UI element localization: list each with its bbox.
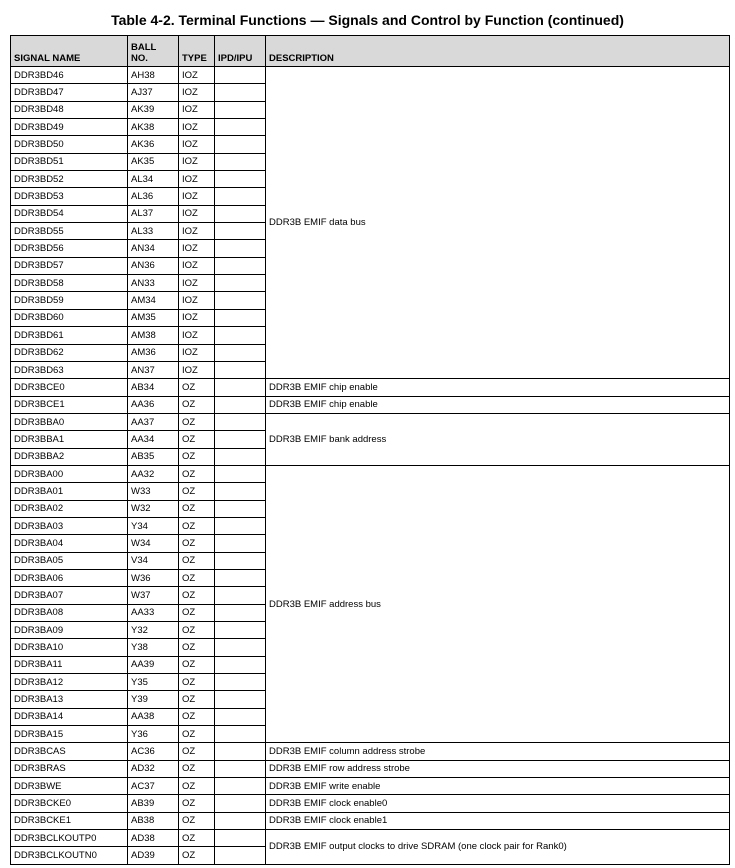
ball-no-cell: AA34 (128, 431, 179, 448)
signal-name-cell: DDR3BD48 (11, 101, 128, 118)
type-cell: OZ (179, 483, 215, 500)
type-cell: IOZ (179, 257, 215, 274)
type-cell: IOZ (179, 67, 215, 84)
type-cell: IOZ (179, 136, 215, 153)
ipd-ipu-cell (215, 448, 266, 465)
type-cell: OZ (179, 778, 215, 795)
ipd-ipu-cell (215, 552, 266, 569)
signal-name-cell: DDR3BA13 (11, 691, 128, 708)
signal-name-cell: DDR3BCLKOUTN0 (11, 847, 128, 864)
type-cell: IOZ (179, 361, 215, 378)
signal-name-cell: DDR3BRAS (11, 760, 128, 777)
description-cell: DDR3B EMIF clock enable1 (266, 812, 730, 829)
signal-name-cell: DDR3BCLKOUTP0 (11, 830, 128, 847)
description-cell: DDR3B EMIF row address strobe (266, 760, 730, 777)
ball-no-cell: AH38 (128, 67, 179, 84)
ball-no-cell: W36 (128, 569, 179, 586)
ipd-ipu-cell (215, 361, 266, 378)
type-cell: IOZ (179, 327, 215, 344)
terminal-functions-table (10, 35, 730, 865)
ipd-ipu-cell (215, 500, 266, 517)
type-cell: IOZ (179, 275, 215, 292)
table-body (11, 67, 730, 865)
signal-name-cell: DDR3BD56 (11, 240, 128, 257)
ipd-ipu-cell (215, 309, 266, 326)
signal-name-cell: DDR3BD47 (11, 84, 128, 101)
ball-no-cell: AL33 (128, 223, 179, 240)
signal-name-cell: DDR3BA04 (11, 535, 128, 552)
ipd-ipu-cell (215, 812, 266, 829)
signal-name-cell: DDR3BD59 (11, 292, 128, 309)
ball-no-cell: AA33 (128, 604, 179, 621)
ipd-ipu-cell (215, 379, 266, 396)
ipd-ipu-cell (215, 396, 266, 413)
ipd-ipu-cell (215, 205, 266, 222)
type-cell: IOZ (179, 205, 215, 222)
ipd-ipu-cell (215, 327, 266, 344)
signal-name-cell: DDR3BA00 (11, 465, 128, 482)
table-row (11, 396, 730, 413)
header-signal-name: SIGNAL NAME (11, 36, 128, 67)
signal-name-cell: DDR3BA02 (11, 500, 128, 517)
table-row (11, 743, 730, 760)
description-cell: DDR3B EMIF chip enable (266, 379, 730, 396)
ball-no-cell: AN37 (128, 361, 179, 378)
ball-no-cell: W32 (128, 500, 179, 517)
type-cell: OZ (179, 396, 215, 413)
signal-name-cell: DDR3BD61 (11, 327, 128, 344)
description-cell: DDR3B EMIF output clocks to drive SDRAM (one clock pair for Rank0) (266, 830, 730, 865)
ipd-ipu-cell (215, 830, 266, 847)
header-ball-line1: BALL (131, 42, 157, 53)
signal-name-cell: DDR3BD58 (11, 275, 128, 292)
ipd-ipu-cell (215, 465, 266, 482)
signal-name-cell: DDR3BD52 (11, 171, 128, 188)
header-ball-line2: NO. (131, 53, 148, 64)
table-row (11, 830, 730, 847)
ball-no-cell: AK38 (128, 119, 179, 136)
type-cell: OZ (179, 708, 215, 725)
ipd-ipu-cell (215, 240, 266, 257)
type-cell: OZ (179, 604, 215, 621)
type-cell: OZ (179, 743, 215, 760)
ipd-ipu-cell (215, 604, 266, 621)
ball-no-cell: AB39 (128, 795, 179, 812)
ipd-ipu-cell (215, 84, 266, 101)
ipd-ipu-cell (215, 275, 266, 292)
signal-name-cell: DDR3BWE (11, 778, 128, 795)
ball-no-cell: AB38 (128, 812, 179, 829)
signal-name-cell: DDR3BD49 (11, 119, 128, 136)
table-row (11, 760, 730, 777)
signal-name-cell: DDR3BA11 (11, 656, 128, 673)
ipd-ipu-cell (215, 795, 266, 812)
ball-no-cell: AA36 (128, 396, 179, 413)
signal-name-cell: DDR3BA14 (11, 708, 128, 725)
ball-no-cell: Y39 (128, 691, 179, 708)
signal-name-cell: DDR3BD62 (11, 344, 128, 361)
table-row (11, 812, 730, 829)
ball-no-cell: Y32 (128, 622, 179, 639)
signal-name-cell: DDR3BA03 (11, 517, 128, 534)
ball-no-cell: AD32 (128, 760, 179, 777)
ipd-ipu-cell (215, 344, 266, 361)
ball-no-cell: W37 (128, 587, 179, 604)
table-header-row (11, 36, 730, 67)
type-cell: OZ (179, 674, 215, 691)
ball-no-cell: Y36 (128, 726, 179, 743)
signal-name-cell: DDR3BCKE0 (11, 795, 128, 812)
table-row (11, 778, 730, 795)
ipd-ipu-cell (215, 517, 266, 534)
signal-name-cell: DDR3BD50 (11, 136, 128, 153)
type-cell: OZ (179, 413, 215, 430)
header-type: TYPE (179, 36, 215, 67)
signal-name-cell: DDR3BD53 (11, 188, 128, 205)
signal-name-cell: DDR3BCAS (11, 743, 128, 760)
ipd-ipu-cell (215, 535, 266, 552)
ball-no-cell: AM34 (128, 292, 179, 309)
type-cell: OZ (179, 847, 215, 864)
ipd-ipu-cell (215, 760, 266, 777)
ipd-ipu-cell (215, 171, 266, 188)
signal-name-cell: DDR3BBA1 (11, 431, 128, 448)
signal-name-cell: DDR3BA09 (11, 622, 128, 639)
ball-no-cell: AM36 (128, 344, 179, 361)
type-cell: IOZ (179, 153, 215, 170)
signal-name-cell: DDR3BD60 (11, 309, 128, 326)
ball-no-cell: AA32 (128, 465, 179, 482)
type-cell: IOZ (179, 101, 215, 118)
type-cell: OZ (179, 830, 215, 847)
type-cell: OZ (179, 465, 215, 482)
signal-name-cell: DDR3BA05 (11, 552, 128, 569)
ball-no-cell: AJ37 (128, 84, 179, 101)
ipd-ipu-cell (215, 778, 266, 795)
type-cell: OZ (179, 517, 215, 534)
header-ball-no (128, 36, 179, 67)
ipd-ipu-cell (215, 67, 266, 84)
table-row (11, 379, 730, 396)
signal-name-cell: DDR3BA15 (11, 726, 128, 743)
type-cell: IOZ (179, 344, 215, 361)
ball-no-cell: AD39 (128, 847, 179, 864)
ipd-ipu-cell (215, 656, 266, 673)
ball-no-cell: Y35 (128, 674, 179, 691)
type-cell: OZ (179, 569, 215, 586)
type-cell: OZ (179, 500, 215, 517)
ipd-ipu-cell (215, 483, 266, 500)
ipd-ipu-cell (215, 622, 266, 639)
type-cell: OZ (179, 587, 215, 604)
ipd-ipu-cell (215, 847, 266, 864)
ball-no-cell: AA39 (128, 656, 179, 673)
table-row (11, 465, 730, 482)
description-cell: DDR3B EMIF chip enable (266, 396, 730, 413)
ipd-ipu-cell (215, 569, 266, 586)
description-cell: DDR3B EMIF write enable (266, 778, 730, 795)
type-cell: IOZ (179, 171, 215, 188)
description-cell: DDR3B EMIF column address strobe (266, 743, 730, 760)
table-row (11, 795, 730, 812)
ipd-ipu-cell (215, 587, 266, 604)
ipd-ipu-cell (215, 153, 266, 170)
ball-no-cell: AC37 (128, 778, 179, 795)
header-ipd-ipu: IPD/IPU (215, 36, 266, 67)
description-cell: DDR3B EMIF address bus (266, 465, 730, 743)
type-cell: OZ (179, 760, 215, 777)
type-cell: IOZ (179, 240, 215, 257)
ball-no-cell: AK35 (128, 153, 179, 170)
type-cell: IOZ (179, 119, 215, 136)
ball-no-cell: AL36 (128, 188, 179, 205)
type-cell: OZ (179, 622, 215, 639)
description-cell: DDR3B EMIF data bus (266, 67, 730, 379)
type-cell: OZ (179, 795, 215, 812)
ipd-ipu-cell (215, 188, 266, 205)
signal-name-cell: DDR3BA06 (11, 569, 128, 586)
signal-name-cell: DDR3BD57 (11, 257, 128, 274)
ball-no-cell: AC36 (128, 743, 179, 760)
ipd-ipu-cell (215, 223, 266, 240)
ball-no-cell: AK36 (128, 136, 179, 153)
type-cell: IOZ (179, 188, 215, 205)
ball-no-cell: AM35 (128, 309, 179, 326)
description-cell: DDR3B EMIF clock enable0 (266, 795, 730, 812)
type-cell: OZ (179, 656, 215, 673)
ball-no-cell: AN36 (128, 257, 179, 274)
table-row (11, 67, 730, 84)
ball-no-cell: W33 (128, 483, 179, 500)
page-title: Table 4-2. Terminal Functions — Signals and Control by Function (continued) (111, 12, 624, 28)
signal-name-cell: DDR3BA07 (11, 587, 128, 604)
ball-no-cell: AL37 (128, 205, 179, 222)
signal-name-cell: DDR3BA12 (11, 674, 128, 691)
signal-name-cell: DDR3BBA2 (11, 448, 128, 465)
ball-no-cell: AN33 (128, 275, 179, 292)
ball-no-cell: Y38 (128, 639, 179, 656)
ball-no-cell: AD38 (128, 830, 179, 847)
ipd-ipu-cell (215, 292, 266, 309)
ball-no-cell: Y34 (128, 517, 179, 534)
ball-no-cell: AN34 (128, 240, 179, 257)
ipd-ipu-cell (215, 257, 266, 274)
signal-name-cell: DDR3BA08 (11, 604, 128, 621)
ipd-ipu-cell (215, 136, 266, 153)
type-cell: OZ (179, 812, 215, 829)
ipd-ipu-cell (215, 639, 266, 656)
ball-no-cell: V34 (128, 552, 179, 569)
ipd-ipu-cell (215, 674, 266, 691)
signal-name-cell: DDR3BA01 (11, 483, 128, 500)
type-cell: OZ (179, 379, 215, 396)
description-cell: DDR3B EMIF bank address (266, 413, 730, 465)
ipd-ipu-cell (215, 743, 266, 760)
ipd-ipu-cell (215, 726, 266, 743)
signal-name-cell: DDR3BD46 (11, 67, 128, 84)
type-cell: OZ (179, 691, 215, 708)
ball-no-cell: AB34 (128, 379, 179, 396)
ball-no-cell: AL34 (128, 171, 179, 188)
signal-name-cell: DDR3BD63 (11, 361, 128, 378)
type-cell: OZ (179, 535, 215, 552)
ball-no-cell: AB35 (128, 448, 179, 465)
type-cell: OZ (179, 639, 215, 656)
ball-no-cell: W34 (128, 535, 179, 552)
type-cell: OZ (179, 726, 215, 743)
ball-no-cell: AA38 (128, 708, 179, 725)
ipd-ipu-cell (215, 413, 266, 430)
type-cell: OZ (179, 552, 215, 569)
ipd-ipu-cell (215, 119, 266, 136)
signal-name-cell: DDR3BCKE1 (11, 812, 128, 829)
type-cell: IOZ (179, 292, 215, 309)
signal-name-cell: DDR3BCE0 (11, 379, 128, 396)
ipd-ipu-cell (215, 431, 266, 448)
signal-name-cell: DDR3BD54 (11, 205, 128, 222)
signal-name-cell: DDR3BBA0 (11, 413, 128, 430)
type-cell: IOZ (179, 309, 215, 326)
type-cell: IOZ (179, 84, 215, 101)
ipd-ipu-cell (215, 101, 266, 118)
header-description: DESCRIPTION (266, 36, 730, 67)
signal-name-cell: DDR3BCE1 (11, 396, 128, 413)
type-cell: OZ (179, 448, 215, 465)
type-cell: OZ (179, 431, 215, 448)
ball-no-cell: AA37 (128, 413, 179, 430)
signal-name-cell: DDR3BD51 (11, 153, 128, 170)
signal-name-cell: DDR3BA10 (11, 639, 128, 656)
ball-no-cell: AK39 (128, 101, 179, 118)
signal-name-cell: DDR3BD55 (11, 223, 128, 240)
type-cell: IOZ (179, 223, 215, 240)
table-row (11, 413, 730, 430)
ball-no-cell: AM38 (128, 327, 179, 344)
ipd-ipu-cell (215, 691, 266, 708)
ipd-ipu-cell (215, 708, 266, 725)
